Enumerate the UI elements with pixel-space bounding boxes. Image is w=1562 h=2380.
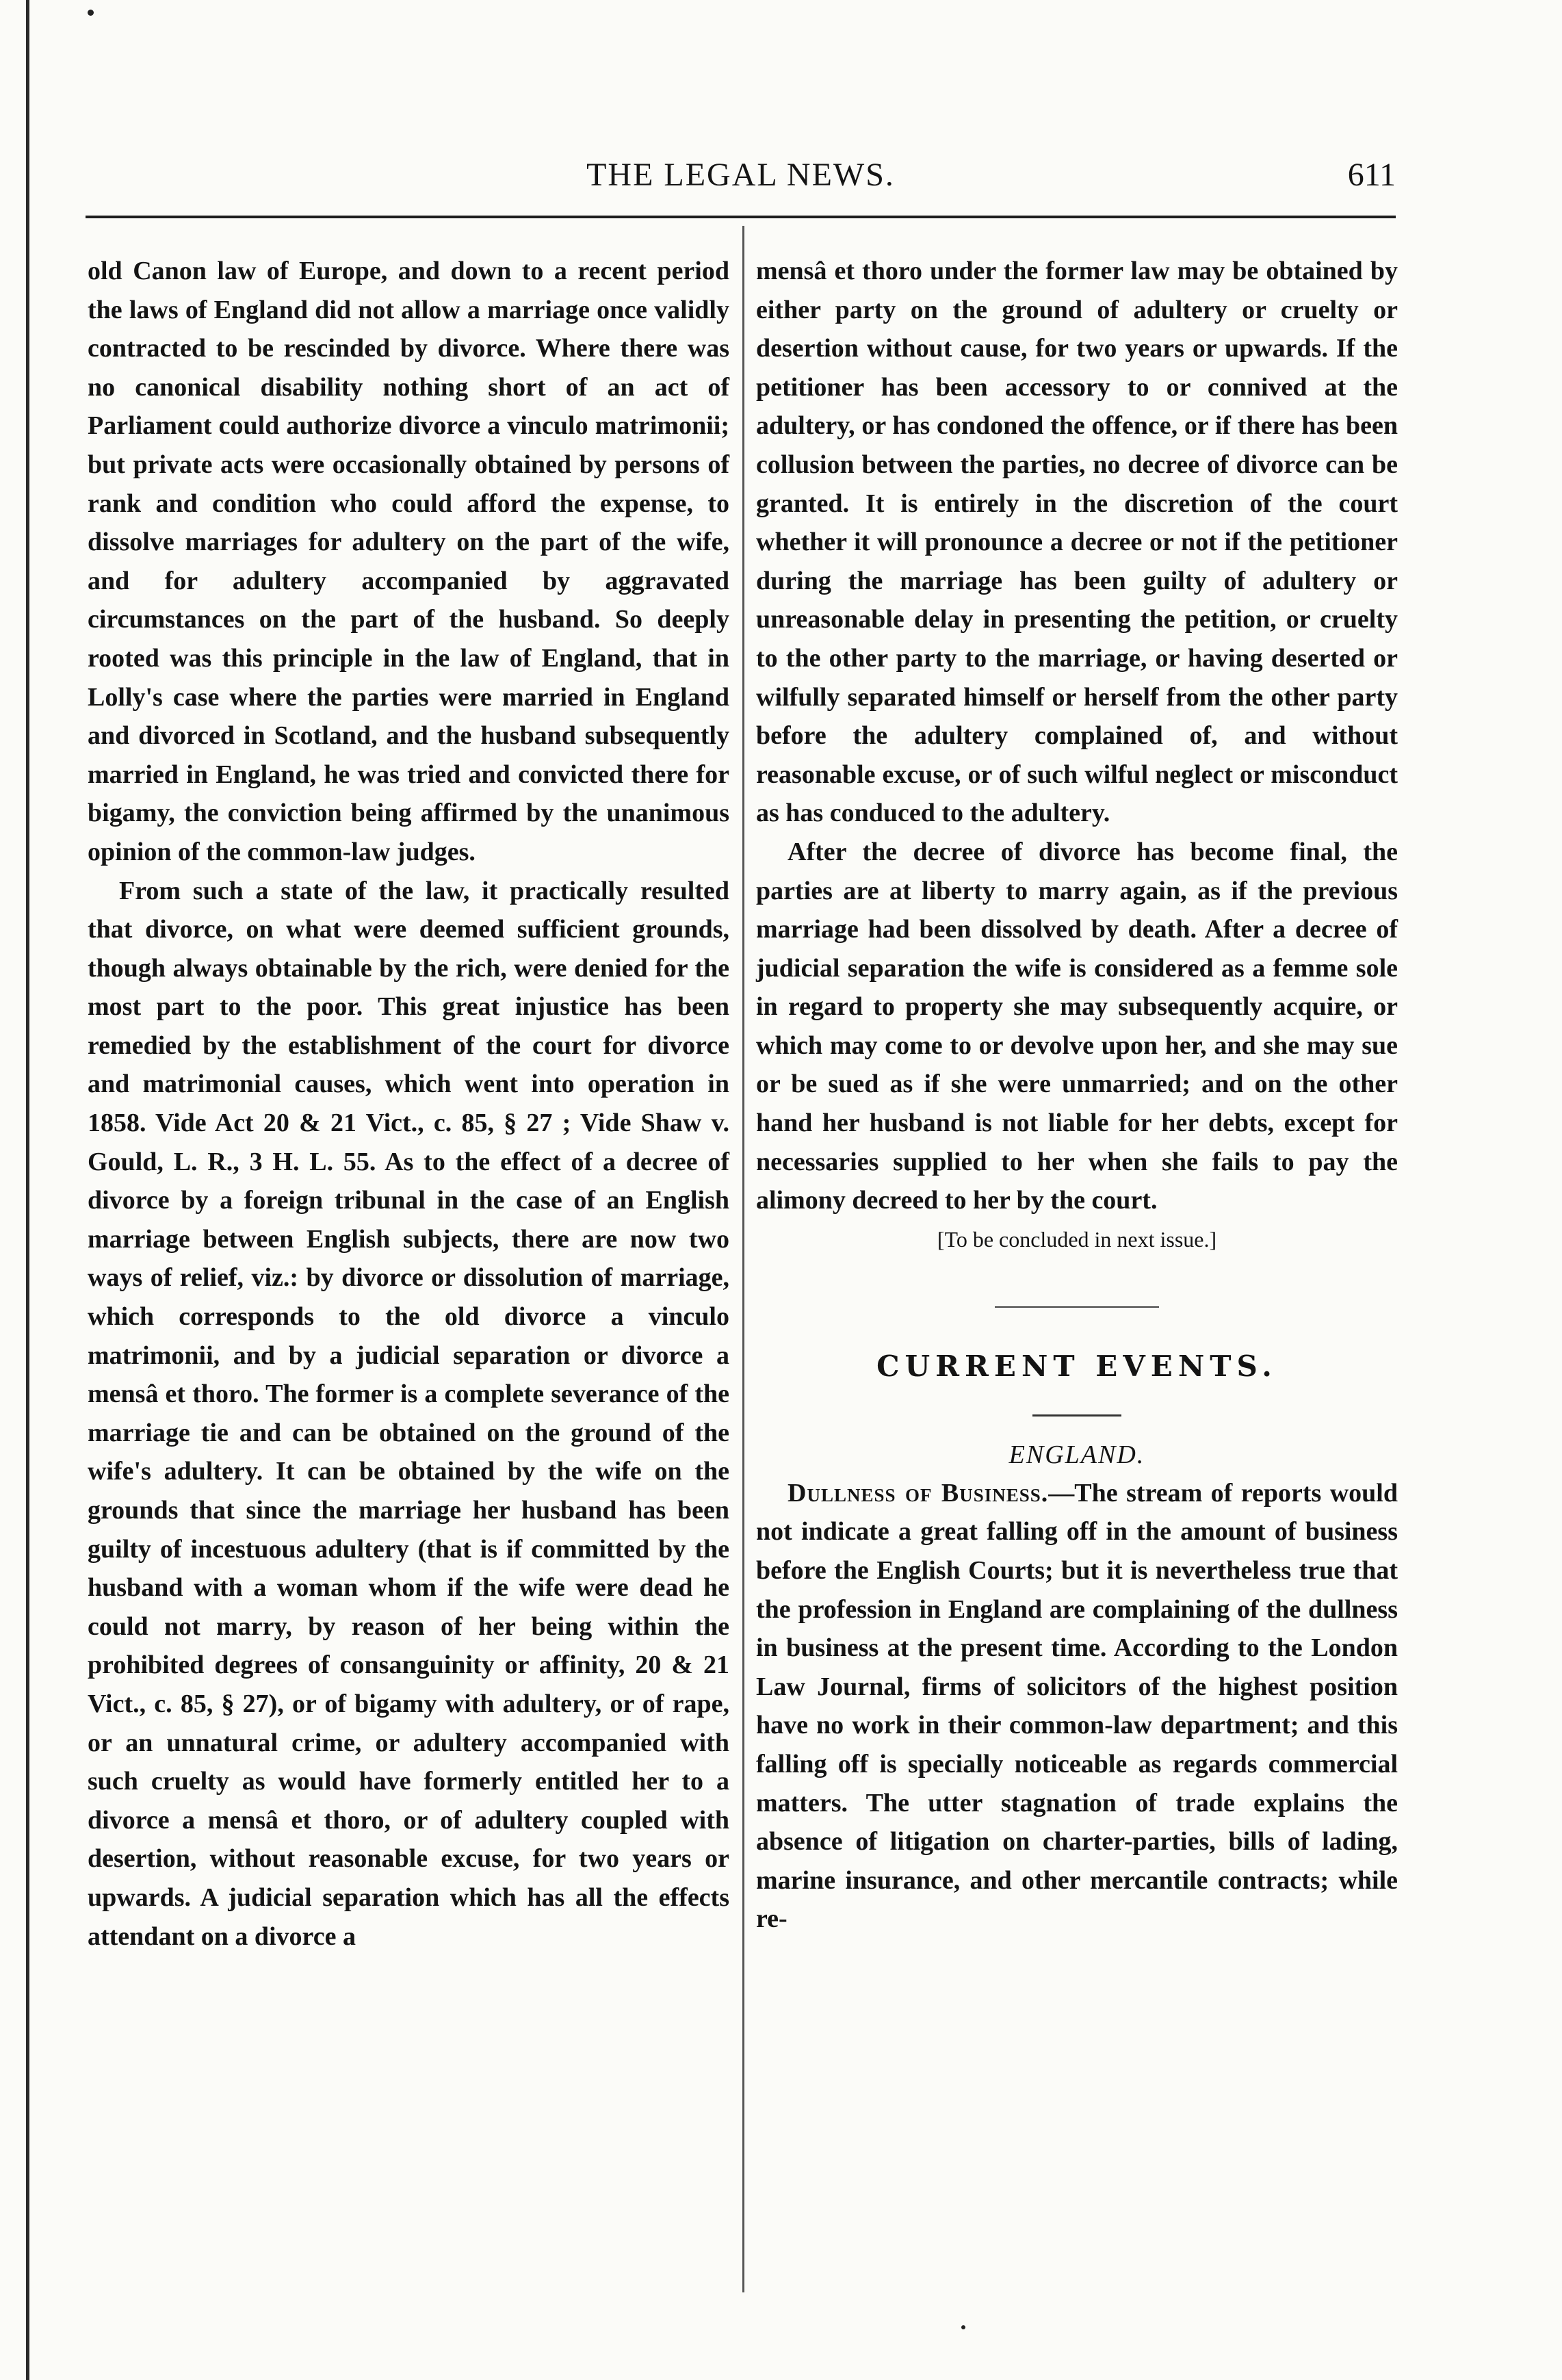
news-item-text: —The stream of reports would not indicate a great falling off in the amount of business before the English Courts; but it is nevertheless true that the profession in England are complaining of the dullness in business at the present time. According to the London Law Journal, firms of solicitors of the highest position have no work in their common-law department; and this falling off is specially noticeable as regards commercial matters. The utter stagnation of trade explains the absence of litigation on charter-parties, bills of lading, marine insurance, and other mercantile contracts; while re- [756, 1478, 1398, 1934]
subsection-heading: ENGLAND. [1008, 1440, 1145, 1469]
paragraph: From such a state of the law, it practically resulted that divorce, on what were deemed sufficient grounds, though always obtainable by the rich, were denied for the most part to the poor. This great injustice has been remedied by the establishment of the court for divorce and matrimonial causes, which went into operation in 1858. Vide Act 20 & 21 Vict., c. 85, § 27 ; Vide Shaw v. Gould, L. R., 3 H. L. 55. As to the effect of a decree of divorce by a foreign tribunal in the case of an English marriage between English subjects, there are now two ways of relief, viz.: by divorce or dissolution of marriage, which corresponds to the old divorce a vinculo matrimonii, and by a judicial separation or divorce a mensâ et thoro. The former is a complete severance of the marriage tie and can be obtained on the ground of the wife's adultery. It can be obtained by the wife on the grounds that since the marriage her husband has been guilty of incestuous adultery (that is if committed by the husband with a woman whom if the wife were dead he could not marry, by reason of her being within the prohibited degrees of consanguinity or affinity, 20 & 21 Vict., c. 85, § 27), or of bigamy with adultery, or of rape, or an unnatural crime, or adultery accompanied with such cruelty as would have formerly entitled her to a divorce a mensâ et thoro, or of adultery coupled with desertion, without reasonable excuse, for two years or upwards. A judicial separation which has all the effects attendant on a divorce a [88, 876, 729, 1951]
running-head [86, 156, 1396, 204]
heading-rule [1032, 1414, 1121, 1417]
header-rule [86, 216, 1396, 218]
paragraph: mensâ et thoro under the former law may be obtained by either party on the ground of adultery or cruelty or desertion without cause, for two years or upwards. If the petitioner has been accessory to or connived at the adultery, or has condoned the offence, or if there has been collusion between the parties, no decree of divorce can be granted. It is entirely in the discretion of the court whether it will pronounce a decree or not if the petitioner during the marriage has been guilty of adultery or unreasonable delay in presenting the petition, or cruelty to the other party to the marriage, or having deserted or wilfully separated himself or herself from the other party before the adultery complained of, and without reasonable excuse, or of such wilful neglect or misconduct as has conduced to the adultery. [756, 257, 1398, 828]
paragraph: After the decree of divorce has become final, the parties are at liberty to marry again, as if the previous marriage had been dissolved by death. After a decree of judicial separation the wife is considered as a femme sole in regard to property she may subsequently acquire, or which may come to or devolve upon her, and she may sue or be sued as if she were unmarried; and on the other hand her husband is not liable for her debts, except for necessaries supplied to her when she fails to pay the alimony decreed to her by the court. [756, 837, 1398, 1215]
section-heading: CURRENT EVENTS. [876, 1349, 1277, 1383]
news-item-title: Dullness of Business. [787, 1478, 1049, 1508]
journal-title: THE LEGAL NEWS. [586, 157, 895, 193]
continuation-note: [To be concluded in next issue.] [937, 1226, 1217, 1252]
page-edge-rule [26, 0, 29, 2380]
left-column [88, 252, 729, 1956]
column-divider [742, 226, 744, 2292]
paragraph: old Canon law of Europe, and down to a recent period the laws of England did not allow a marriage once validly contracted to be rescinded by divorce. Where there was no canonical disability nothing short of an act of Parliament could authorize divorce a vinculo matrimonii; but private acts were occasionally obtained by persons of rank and condition who could afford the expense, to dissolve marriages for adultery on the part of the wife, and for adultery accompanied by aggravated circumstances on the part of the husband. So deeply rooted was this principle in the law of England, that in Lolly's case where the parties were married in England and divorced in Scotland, and the husband subsequently married in England, he was tried and convicted there for bigamy, the conviction being affirmed by the unanimous opinion of the common-law judges. [88, 257, 729, 866]
section-separator [995, 1306, 1159, 1308]
ink-spot [961, 2325, 965, 2329]
ink-spot [88, 10, 94, 16]
right-column [756, 252, 1398, 1939]
page-number: 611 [1347, 157, 1396, 193]
news-item [756, 1474, 1398, 1939]
